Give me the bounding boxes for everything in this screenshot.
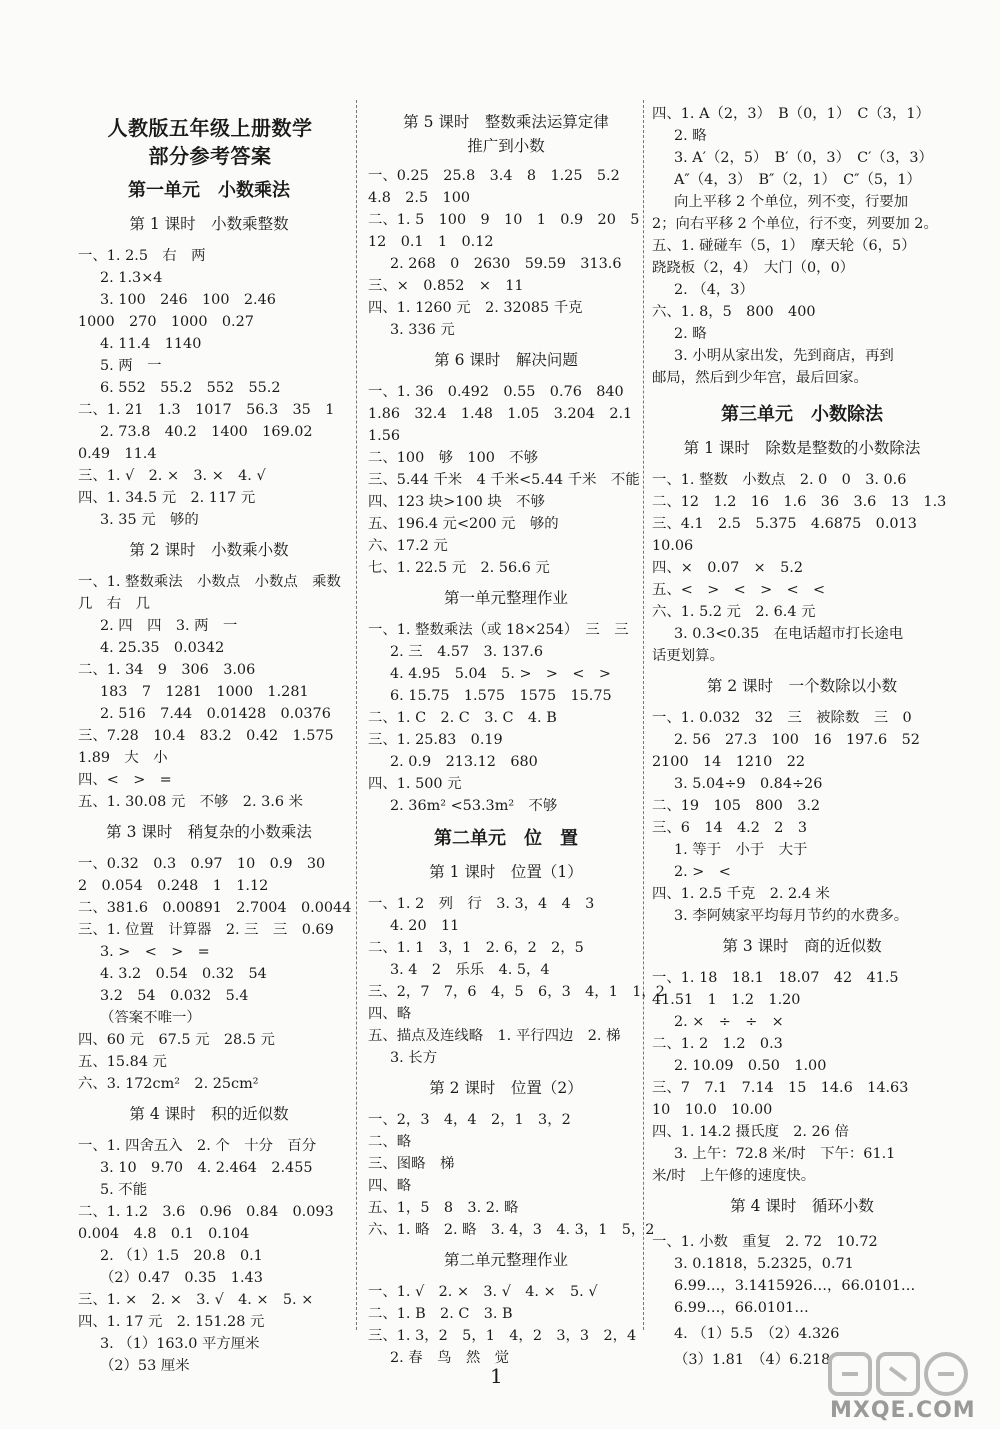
answer-line: 3. A′（2，5） B′（0，3） C′（3，3） [674, 150, 933, 166]
answer-line: 四、1. 1260 元 2. 32085 千克 [368, 300, 583, 316]
answer-line: 2. 三 4.57 3. 137.6 [390, 644, 544, 660]
answer-line: 话更划算。 [652, 648, 724, 664]
answer-line: 六、3. 172cm² 2. 25cm² [78, 1076, 259, 1092]
answer-line: 3. （1）163.0 平方厘米 [100, 1336, 260, 1352]
answer-line: 一、1. 四舍五入 2. 个 十分 百分 [78, 1138, 317, 1154]
answer-line: 2. 略 [674, 326, 707, 342]
answer-line: 3. 10 9.70 4. 2.464 2.455 [100, 1160, 313, 1176]
page-title-line1: 人教版五年级上册数学 [107, 116, 313, 140]
answer-line: 四、< > = [78, 772, 172, 788]
answer-line: 1.89 大 小 [78, 750, 168, 766]
answer-line: 2. （4，3） [674, 282, 754, 298]
answer-line: 3. 336 元 [390, 322, 455, 338]
answer-line: 4. 3.2 0.54 0.32 54 [100, 966, 267, 982]
answer-line: 二、1. B 2. C 3. B [368, 1306, 513, 1322]
answer-line: 四、× 0.07 × 5.2 [652, 560, 803, 576]
lesson-heading: 推广到小数 [467, 137, 545, 155]
answer-line: 三、1. 位置 计算器 2. 三 三 0.69 [78, 922, 334, 938]
answer-line: 三、1. √ 2. × 3. × 4. √ [78, 468, 266, 484]
answer-line: 4.8 2.5 100 [368, 190, 471, 206]
answer-line: 二、19 105 800 3.2 [652, 798, 821, 814]
answer-line: 2 0.054 0.248 1 1.12 [78, 878, 269, 894]
answer-line: 12 0.1 1 0.12 [368, 234, 494, 250]
answer-line: 四、略 [368, 1006, 412, 1022]
unit-heading: 第二单元 位 置 [434, 828, 578, 849]
answer-line: 3. 0.1818，5.2325，0.71 [674, 1256, 854, 1272]
answer-line: 几 右 几 [78, 596, 150, 612]
answer-line: 一、1. √ 2. × 3. √ 4. × 5. √ [368, 1284, 598, 1300]
answer-line: 1. 等于 小于 大于 [674, 842, 808, 858]
answer-line: 2. 春 鸟 然 觉 [390, 1350, 510, 1366]
answer-line: 四、略 [368, 1178, 412, 1194]
answer-line: 3. 上午：72.8 米/时 下午：61.1 [674, 1146, 896, 1162]
answer-line: 跷跷板（2，4） 大门（0，0） [652, 260, 855, 276]
column-divider-left [356, 100, 357, 1330]
answer-line: 5. 两 一 [100, 358, 162, 374]
answer-line: 0.49 11.4 [78, 446, 157, 462]
answer-line: 0.004 4.8 0.1 0.104 [78, 1226, 250, 1242]
lesson-heading: 第 6 课时 解决问题 [434, 351, 578, 369]
answer-line: 3. 长方 [390, 1050, 438, 1066]
answer-line: 一、1. 18 18.1 18.07 42 41.5 [652, 970, 899, 986]
answer-line: 二、1. 2 1.2 0.3 [652, 1036, 783, 1052]
answer-line: 2. 10.09 0.50 1.00 [674, 1058, 827, 1074]
answer-line: 六、1. 5.2 元 2. 6.4 元 [652, 604, 816, 620]
answer-line: 10.06 [652, 538, 694, 554]
answer-line: 2. 1.3×4 [100, 270, 163, 286]
answer-line: 二、100 够 100 不够 [368, 450, 539, 466]
answer-line: 一、1. 整数乘法 小数点 小数点 乘数 [78, 574, 341, 590]
answer-line: 一、0.25 25.8 3.4 8 1.25 5.2 [368, 168, 620, 184]
answer-line: （3）1.81 （4）6.218 [674, 1352, 831, 1368]
lesson-heading: 第二单元整理作业 [443, 1251, 568, 1269]
answer-line: （答案不唯一） [100, 1010, 201, 1026]
answer-line: 四、1. 2.5 千克 2. 2.4 米 [652, 886, 830, 902]
answer-line: 五、描点及连线略 1. 平行四边 2. 梯 [368, 1028, 621, 1044]
answer-line: 2. 268 0 2630 59.59 313.6 [390, 256, 622, 272]
answer-line: 1.86 32.4 1.48 1.05 3.204 2.1 [368, 406, 633, 422]
answer-line: 2. 四 四 3. 两 一 [100, 618, 238, 634]
answer-line: 3. 0.3<0.35 在电话超市打长途电 [674, 626, 904, 642]
answer-line: 五、15.84 元 [78, 1054, 167, 1070]
answer-line: 2100 14 1210 22 [652, 754, 806, 770]
answer-line: 1000 270 1000 0.27 [78, 314, 254, 330]
answer-line: 4. 20 11 [390, 918, 460, 934]
answer-line: 6. 15.75 1.575 1575 15.75 [390, 688, 612, 704]
answer-line: 四、1. 34.5 元 2. 117 元 [78, 490, 256, 506]
answer-line: 6. 552 55.2 552 55.2 [100, 380, 281, 396]
column-divider-right [643, 100, 644, 1330]
answer-line: 五、1，5 8 3. 2. 略 [368, 1200, 519, 1216]
answer-line: 六、1. 略 2. 略 3. 4，3 4. 3，1 5，2 [368, 1222, 655, 1238]
answer-line: 一、2，3 4，4 2，1 3，2 [368, 1112, 571, 1128]
answer-line: 三、5.44 千米 4 千米<5.44 千米 不能 [368, 472, 640, 488]
answer-line: 2；向右平移 2 个单位，行不变，列要加 2。 [652, 216, 938, 232]
answer-line: 米/时 上午修的速度快。 [652, 1168, 816, 1184]
page-title-line2: 部分参考答案 [148, 144, 272, 168]
answer-line: 四、1. 14.2 摄氏度 2. 26 倍 [652, 1124, 849, 1140]
answer-line: 邮局，然后到少年宫，最后回家。 [652, 370, 868, 386]
answer-line: 5. 不能 [100, 1182, 148, 1198]
answer-line: 二、1. 34 9 306 3.06 [78, 662, 256, 678]
answer-line: 6.99…，3.1415926…，66.0101… [674, 1278, 916, 1294]
answer-line: 一、1. 2.5 右 两 [78, 248, 206, 264]
answer-line: 七、1. 22.5 元 2. 56.6 元 [368, 560, 550, 576]
answer-line: 3. 5.04÷9 0.84÷26 [674, 776, 823, 792]
answer-line: 二、381.6 0.00891 2.7004 0.0044 [78, 900, 352, 916]
unit-heading: 第三单元 小数除法 [721, 404, 883, 425]
lesson-heading: 第 5 课时 整数乘法运算定律 [403, 113, 609, 131]
answer-line: 二、略 [368, 1134, 412, 1150]
watermark-text: MXQE.COM [830, 1398, 976, 1423]
answer-line: 3. 李阿姨家平均每月节约的水费多。 [674, 908, 909, 924]
answer-line: 六、1. 8，5 800 400 [652, 304, 816, 320]
answer-line: 6.99…，66.0101… [674, 1300, 809, 1316]
page-number: 1 [490, 1364, 503, 1388]
lesson-heading: 第 1 课时 位置（1） [429, 863, 583, 881]
answer-line: （2）0.47 0.35 1.43 [100, 1270, 263, 1286]
answer-line: 3. > < > = [100, 944, 210, 960]
answer-line: 2. 516 7.44 0.01428 0.0376 [100, 706, 331, 722]
answer-line: 3.2 54 0.032 5.4 [100, 988, 249, 1004]
answer-line: 4. 4.95 5.04 5. > > < > [390, 666, 611, 682]
answer-line: 三、图略 梯 [368, 1156, 455, 1172]
lesson-heading: 第 1 课时 除数是整数的小数除法 [683, 439, 921, 457]
answer-line: 三、1. 3，2 5，1 4，2 3，3 2，4 [368, 1328, 637, 1344]
answer-line: 三、× 0.852 × 11 [368, 278, 524, 294]
answer-line: 3. 小明从家出发，先到商店，再到 [674, 348, 894, 364]
answer-line: 六、17.2 元 [368, 538, 448, 554]
answer-line: 一、1. 36 0.492 0.55 0.76 840 [368, 384, 624, 400]
answer-line: 三、4.1 2.5 5.375 4.6875 0.013 [652, 516, 917, 532]
answer-line: 二、1. 1.2 3.6 0.96 0.84 0.093 [78, 1204, 334, 1220]
answer-line: 183 7 1281 1000 1.281 [100, 684, 309, 700]
answer-line: 向上平移 2 个单位，列不变，行要加 [674, 194, 909, 210]
answer-line: 四、60 元 67.5 元 28.5 元 [78, 1032, 275, 1048]
answer-line: 3. 35 元 够的 [100, 512, 199, 528]
answer-line: 一、1. 整数 小数点 2. 0 0 3. 0.6 [652, 472, 907, 488]
answer-line: 二、1. 5 100 9 10 1 0.9 20 5 [368, 212, 640, 228]
answer-line: A″（4，3） B″（2，1） C″（5，1） [674, 172, 921, 188]
answer-line: 4. 11.4 1140 [100, 336, 202, 352]
lesson-heading: 第 3 课时 商的近似数 [722, 937, 882, 955]
answer-line: 2. 0.9 213.12 680 [390, 754, 538, 770]
answer-line: 四、1. 17 元 2. 151.28 元 [78, 1314, 265, 1330]
answer-line: 一、1. 小数 重复 2. 72 10.72 [652, 1234, 878, 1250]
answer-line: 2. （1）1.5 20.8 0.1 [100, 1248, 263, 1264]
answer-line: （2）53 厘米 [100, 1358, 190, 1374]
answer-line: 五、< > < > < < [652, 582, 826, 598]
answer-line: 四、123 块>100 块 不够 [368, 494, 545, 510]
lesson-heading: 第 4 课时 积的近似数 [129, 1105, 289, 1123]
lesson-heading: 第一单元整理作业 [443, 589, 568, 607]
unit-heading: 第一单元 小数乘法 [128, 180, 290, 201]
answer-line: 一、1. 2 列 行 3. 3，4 4 3 [368, 896, 595, 912]
answer-line: 2. 略 [674, 128, 707, 144]
answer-line: 2. 36m² <53.3m² 不够 [390, 798, 558, 814]
answer-line: 五、1. 30.08 元 不够 2. 3.6 米 [78, 794, 303, 810]
lesson-heading: 第 1 课时 小数乘整数 [129, 215, 289, 233]
answer-line: 一、1. 0.032 32 三 被除数 三 0 [652, 710, 912, 726]
answer-line: 二、1. 1 3，1 2. 6，2 2，5 [368, 940, 584, 956]
answer-line: 二、12 1.2 16 1.6 36 3.6 13 1.3 [652, 494, 947, 510]
answer-line: 四、1. A（2，3） B（0，1） C（3，1） [652, 106, 930, 122]
answer-line: 一、0.32 0.3 0.97 10 0.9 30 [78, 856, 326, 872]
answer-line: 2. 56 27.3 100 16 197.6 52 [674, 732, 920, 748]
answer-line: 三、7 7.1 7.14 15 14.6 14.63 [652, 1080, 909, 1096]
answer-line: 五、196.4 元<200 元 够的 [368, 516, 559, 532]
answer-line: 五、1. 碰碰车（5，1） 摩天轮（6，5） [652, 238, 916, 254]
answer-line: 2. × ÷ ÷ × [674, 1014, 784, 1030]
answer-line: 41.51 1 1.2 1.20 [652, 992, 801, 1008]
lesson-heading: 第 4 课时 循环小数 [730, 1197, 874, 1215]
lesson-heading: 第 2 课时 位置（2） [429, 1079, 583, 1097]
lesson-heading: 第 2 课时 一个数除以小数 [706, 677, 898, 695]
lesson-heading: 第 2 课时 小数乘小数 [129, 541, 289, 559]
answer-line: 3. 100 246 100 2.46 [100, 292, 276, 308]
answer-line: 二、1. C 2. C 3. C 4. B [368, 710, 557, 726]
answer-line: 3. 4 2 乐乐 4. 5，4 [390, 962, 550, 978]
answer-line: 三、7.28 10.4 83.2 0.42 1.575 [78, 728, 334, 744]
answer-line: 10 10.0 10.00 [652, 1102, 773, 1118]
answer-line: 三、1. × 2. × 3. √ 4. × 5. × [78, 1292, 314, 1308]
answer-line: 4. （1）5.5 （2）4.326 [674, 1326, 840, 1342]
answer-line: 三、2，7 7，6 4，5 6，3 4，1 1，2 [368, 984, 665, 1000]
answer-line: 三、1. 25.83 0.19 [368, 732, 503, 748]
answer-line: 2. 73.8 40.2 1400 169.02 [100, 424, 313, 440]
answer-line: 三、6 14 4.2 2 3 [652, 820, 808, 836]
lesson-heading: 第 3 课时 稍复杂的小数乘法 [106, 823, 312, 841]
answer-line: 4. 25.35 0.0342 [100, 640, 225, 656]
answer-line: 二、1. 21 1.3 1017 56.3 35 1 [78, 402, 335, 418]
answer-line: 1.56 [368, 428, 401, 444]
answer-line: 四、1. 500 元 [368, 776, 462, 792]
answer-line: 2. > < [674, 864, 731, 880]
answer-line: 一、1. 整数乘法（或 18×254） 三 三 [368, 622, 629, 638]
